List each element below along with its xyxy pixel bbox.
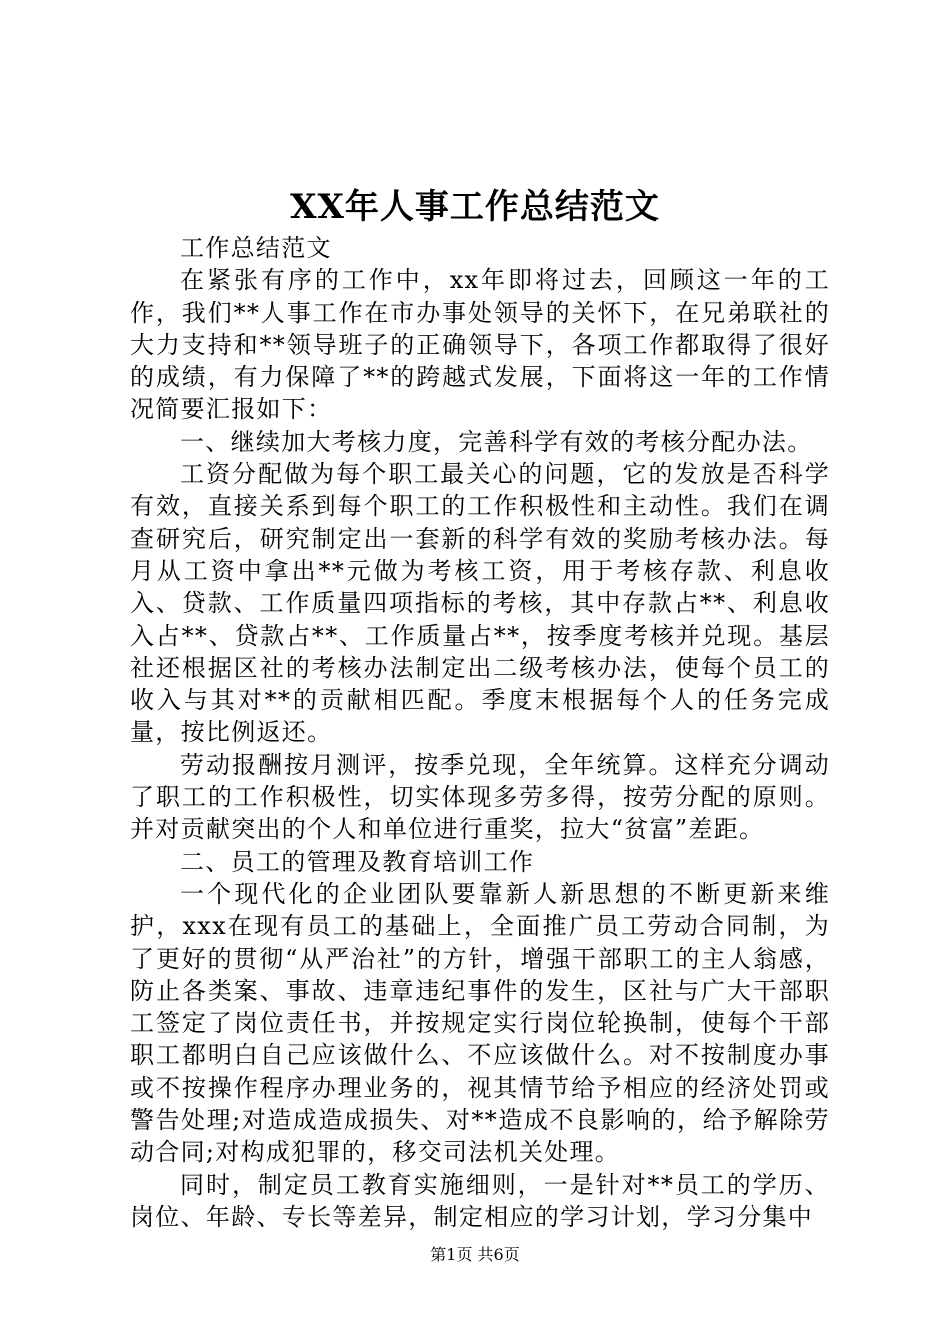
- section-heading-2: 二、员工的管理及教育培训工作: [180, 847, 535, 876]
- document-title: XX年人事工作总结范文: [290, 187, 660, 227]
- paragraph-intro: 在紧张有序的工作中，xx年即将过去，回顾这一年的工作，我们**人事工作在市办事处领导的关怀下，在兄弟联社的大力支持和**领导班子的正确领导下，各项工作都取得了很好的成绩，有力保障了**的跨越式发展，下面将这一年的工作情况简要汇报如下：: [130, 266, 830, 424]
- paragraph-remuneration: 劳动报酬按月测评，按季兑现，全年统算。这样充分调动了职工的工作积极性，切实体现多劳多得，按劳分配的原则。并对贡献突出的个人和单位进行重奖，拉大“贫富”差距。: [130, 750, 830, 844]
- paragraph-salary: 工资分配做为每个职工最关心的问题，它的发放是否科学有效，直接关系到每个职工的工作积极性和主动性。我们在调查研究后，研究制定出一套新的科学有效的奖励考核办法。每月从工资中拿出**元做为考核工资，用于考核存款、利息收入、贷款、工作质量四项指标的考核，其中存款占**、利息收入占**、贷款占**、工作质量占**，按季度考核并兑现。基层社还根据区社的考核办法制定出二级考核办法，使每个员工的收入与其对**的贡献相匹配。季度末根据每个人的任务完成量，按比例返还。: [130, 460, 830, 747]
- document-body: [130, 232, 830, 1233]
- paragraph-management: 一个现代化的企业团队要靠新人新思想的不断更新来维护，xxx在现有员工的基础上，全面推广员工劳动合同制，为了更好的贯彻“从严治社”的方针，增强干部职工的主人翁感，防止各类案、事故、违章违纪事件的发生，区社与广大干部职工签定了岗位责任书，并按规定实行岗位轮换制，使每个干部职工都明白自己应该做什么、不应该做什么。对不按制度办事或不按操作程序办理业务的，视其情节给予相应的经济处罚或警告处理;对造成造成损失、对**造成不良影响的，给予解除劳动合同;对构成犯罪的，移交司法机关处理。: [130, 879, 830, 1167]
- section-heading-1: 一、继续加大考核力度，完善科学有效的考核分配办法。: [180, 427, 813, 456]
- paragraph-training: 同时，制定员工教育实施细则，一是针对**员工的学历、岗位、年龄、专长等差异，制定相应的学习计划，学习分集中: [130, 1170, 830, 1231]
- page-footer: 第1页 共6页: [430, 1245, 520, 1264]
- paragraph-subtitle: 工作总结范文: [180, 234, 332, 262]
